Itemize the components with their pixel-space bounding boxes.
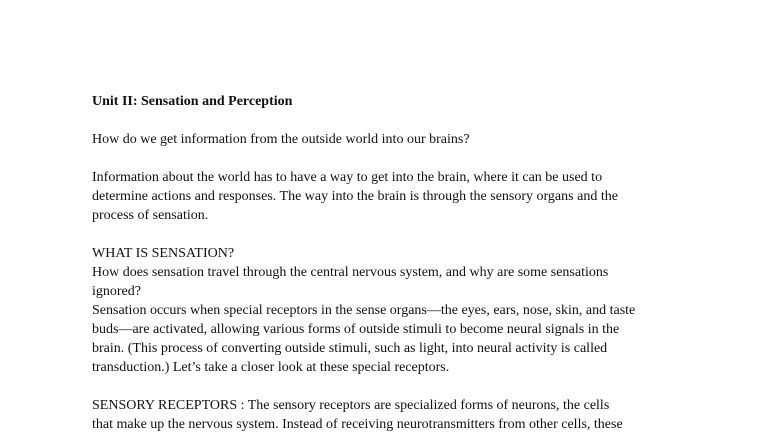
receptors-line-2: that make up the nervous system. Instead of receiving neurotransmitters from other cells, these — [92, 417, 623, 432]
receptors-line-1: SENSORY RECEPTORS : The sensory receptors are specialized forms of neurons, the cells — [92, 398, 610, 413]
section-heading: WHAT IS SENSATION? — [92, 246, 235, 261]
blank-line — [92, 225, 702, 244]
blank-line — [92, 149, 702, 168]
opening-question: How do we get information from the outside world into our brains? — [92, 132, 470, 147]
blank-line — [92, 377, 702, 396]
section-body-line-2: buds—are activated, allowing various forms of outside stimuli to become neural signals in the — [92, 322, 620, 337]
intro-line-3: process of sensation. — [92, 208, 209, 223]
section-body-line-1: Sensation occurs when special receptors in the sense organs—the eyes, ears, nose, skin, and taste — [92, 303, 636, 318]
section-body-line-3: brain. (This process of converting outside stimuli, such as light, into neural activity is called — [92, 341, 608, 356]
blank-line — [92, 111, 702, 130]
section-question-line-1: How does sensation travel through the central nervous system, and why are some sensations — [92, 265, 609, 280]
section-question-line-2: ignored? — [92, 284, 141, 299]
intro-line-1: Information about the world has to have a way to get into the brain, where it can be used to — [92, 170, 603, 185]
intro-line-2: determine actions and responses. The way into the brain is through the sensory organs and the — [92, 189, 618, 204]
document-title: Unit II: Sensation and Perception — [92, 94, 293, 109]
section-body-line-4: transduction.) Let’s take a closer look at these special receptors. — [92, 360, 450, 375]
document-body — [92, 92, 702, 434]
